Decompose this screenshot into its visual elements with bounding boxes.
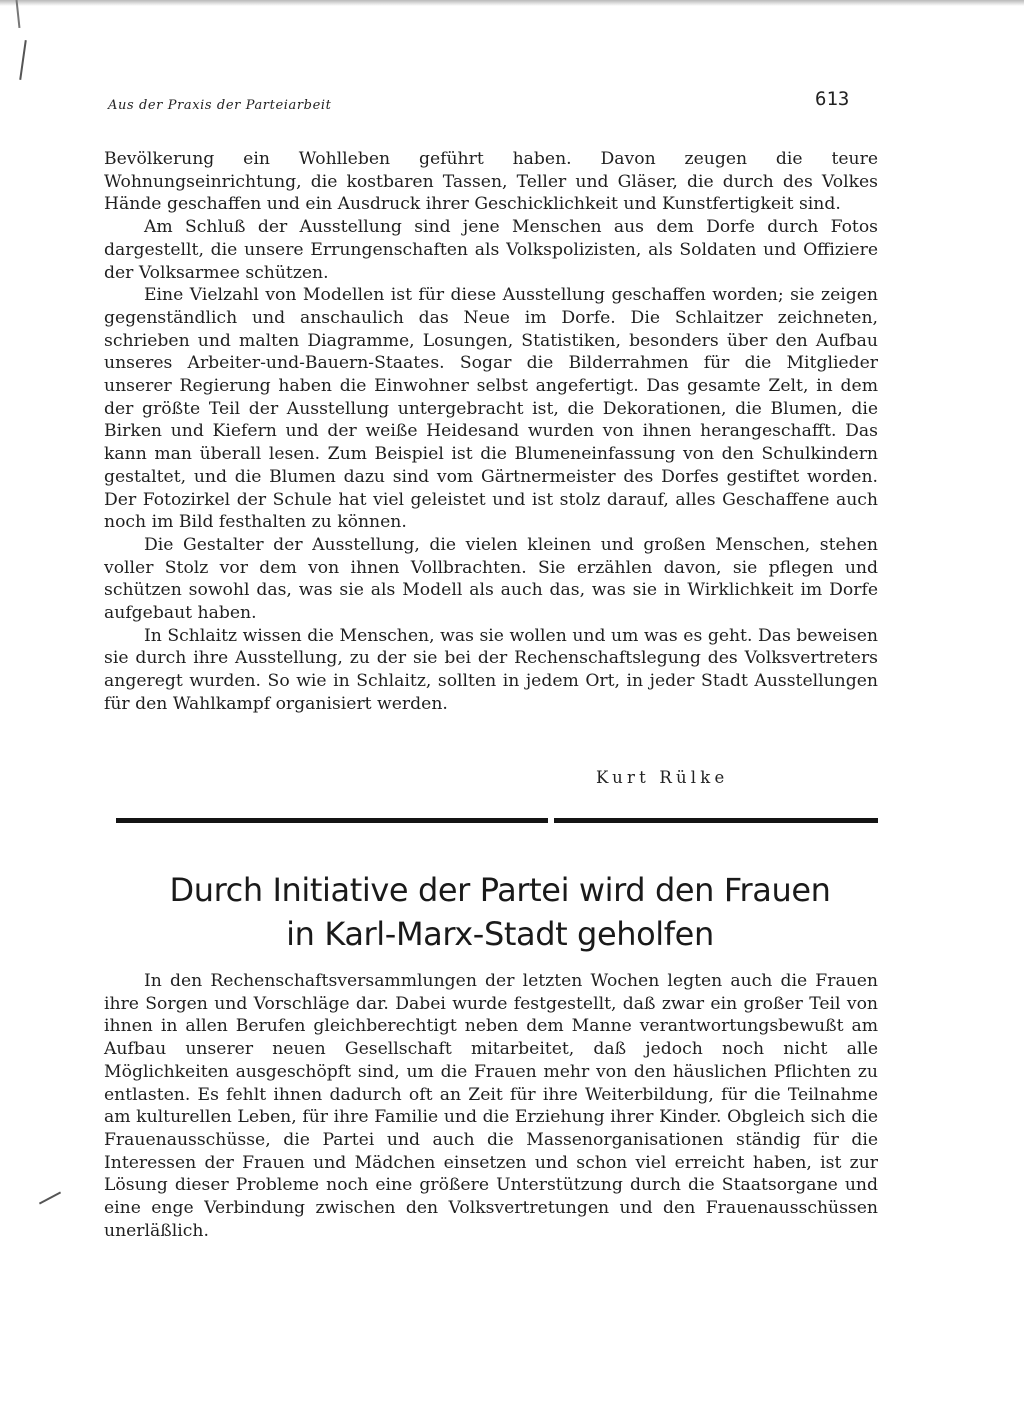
heading-line: in Karl-Marx-Stadt geholfen: [286, 915, 714, 953]
section-divider: [116, 818, 878, 823]
article-body: [104, 970, 878, 1242]
heading-line: Durch Initiative der Partei wird den Frauen: [169, 871, 831, 909]
scan-margin-mark: [19, 40, 27, 80]
paragraph: Am Schluß der Ausstellung sind jene Menschen aus dem Dorfe durch Fotos dargestellt, die unsere Errungenschaften als Volkspolizisten, als Soldaten und Offiziere der Volksarmee schützen.: [104, 217, 878, 283]
running-head: Aus der Praxis der Parteiarbeit: [108, 98, 332, 113]
scan-margin-mark: [39, 1191, 61, 1204]
divider-break: [548, 817, 554, 824]
page-number: 613: [815, 88, 850, 110]
paragraph: Die Gestalter der Ausstellung, die vielen kleinen und großen Menschen, stehen voller Stolz vor dem von ihnen Vollbrachten. Sie erzählen davon, sie pflegen und schützen sowohl das, was sie als Modell als auch das, was sie in Wirklichkeit im Dorfe aufgebaut haben.: [104, 534, 878, 624]
paragraph: In Schlaitz wissen die Menschen, was sie wollen und um was es geht. Das beweisen sie durch ihre Ausstellung, zu der sie bei der Rechenschaftslegung des Volksvertreters angeregt wurden. So wie in Schlaitz, sollten in jedem Ort, in jeder Stadt Ausstellungen für den Wahlkampf organisiert werden.: [104, 625, 878, 714]
scan-top-edge: [0, 0, 1024, 6]
paragraph: Bevölkerung ein Wohlleben geführt haben. Davon zeugen die teure Wohnungseinrichtung, die kostbaren Tassen, Teller und Gläser, die durch des Volkes Hände geschaffen und ein Ausdruck ihrer Geschicklichkeit und Kunstfertigkeit sind.: [104, 149, 878, 215]
author-signature: Kurt Rülke: [596, 768, 729, 787]
paragraph: In den Rechenschaftsversammlungen der letzten Wochen legten auch die Frauen ihre Sorgen und Vorschläge dar. Dabei wurde festgestellt, daß zwar ein großer Teil von ihnen in allen Berufen gleichberechtigt neben dem Manne verantwortungsbewußt am Aufbau unserer neuen Gesellschaft mitarbeitet, daß jedoch noch nicht alle Möglichkeiten ausgeschöpft sind, um die Frauen mehr von den häuslichen Pflichten zu entlasten. Es fehlt ihnen dadurch oft an Zeit für ihre Weiterbildung, für die Teilnahme am kulturellen Leben, für ihre Familie und die Erziehung ihrer Kinder. Obgleich sich die Frauenausschüsse, die Partei und auch die Massenorganisationen ständig für die Interessen der Frauen und Mädchen einsetzen und schon viel erreicht haben, ist zur Lösung dieser Probleme noch eine größere Unterstützung durch die Staatsorgane und eine enge Verbindung zwischen den Volksvertretungen und den Frauenausschüssen unerläßlich.: [104, 971, 878, 1241]
article-continuation: [104, 148, 878, 716]
paragraph: Eine Vielzahl von Modellen ist für diese Ausstellung geschaffen worden; sie zeigen gegenständlich und anschaulich das Neue im Dorfe. Die Schlaitzer zeichneten, schrieben und malten Diagramme, Losungen, Statistiken, besonders über den Aufbau unseres Arbeiter-und-Bauern-Staates. Sogar die Bilderrahmen für die Mitglieder unserer Regierung haben die Einwohner selbst angefertigt. Das gesamte Zelt, in dem der größte Teil der Ausstellung untergebracht ist, die Dekorationen, die Blumen, die Birken und Kiefern und der weiße Heidesand wurden von ihnen herangeschafft. Das kann man überall lesen. Zum Beispiel ist die Blumeneinfassung von den Schulkindern gestaltet, und die Blumen dazu sind vom Gärtnermeister des Dorfes gestiftet worden. Der Fotozirkel der Schule hat viel geleistet und ist stolz darauf, alles Geschaffene auch noch im Bild festhalten zu können.: [104, 285, 878, 533]
article-heading: [104, 868, 896, 956]
